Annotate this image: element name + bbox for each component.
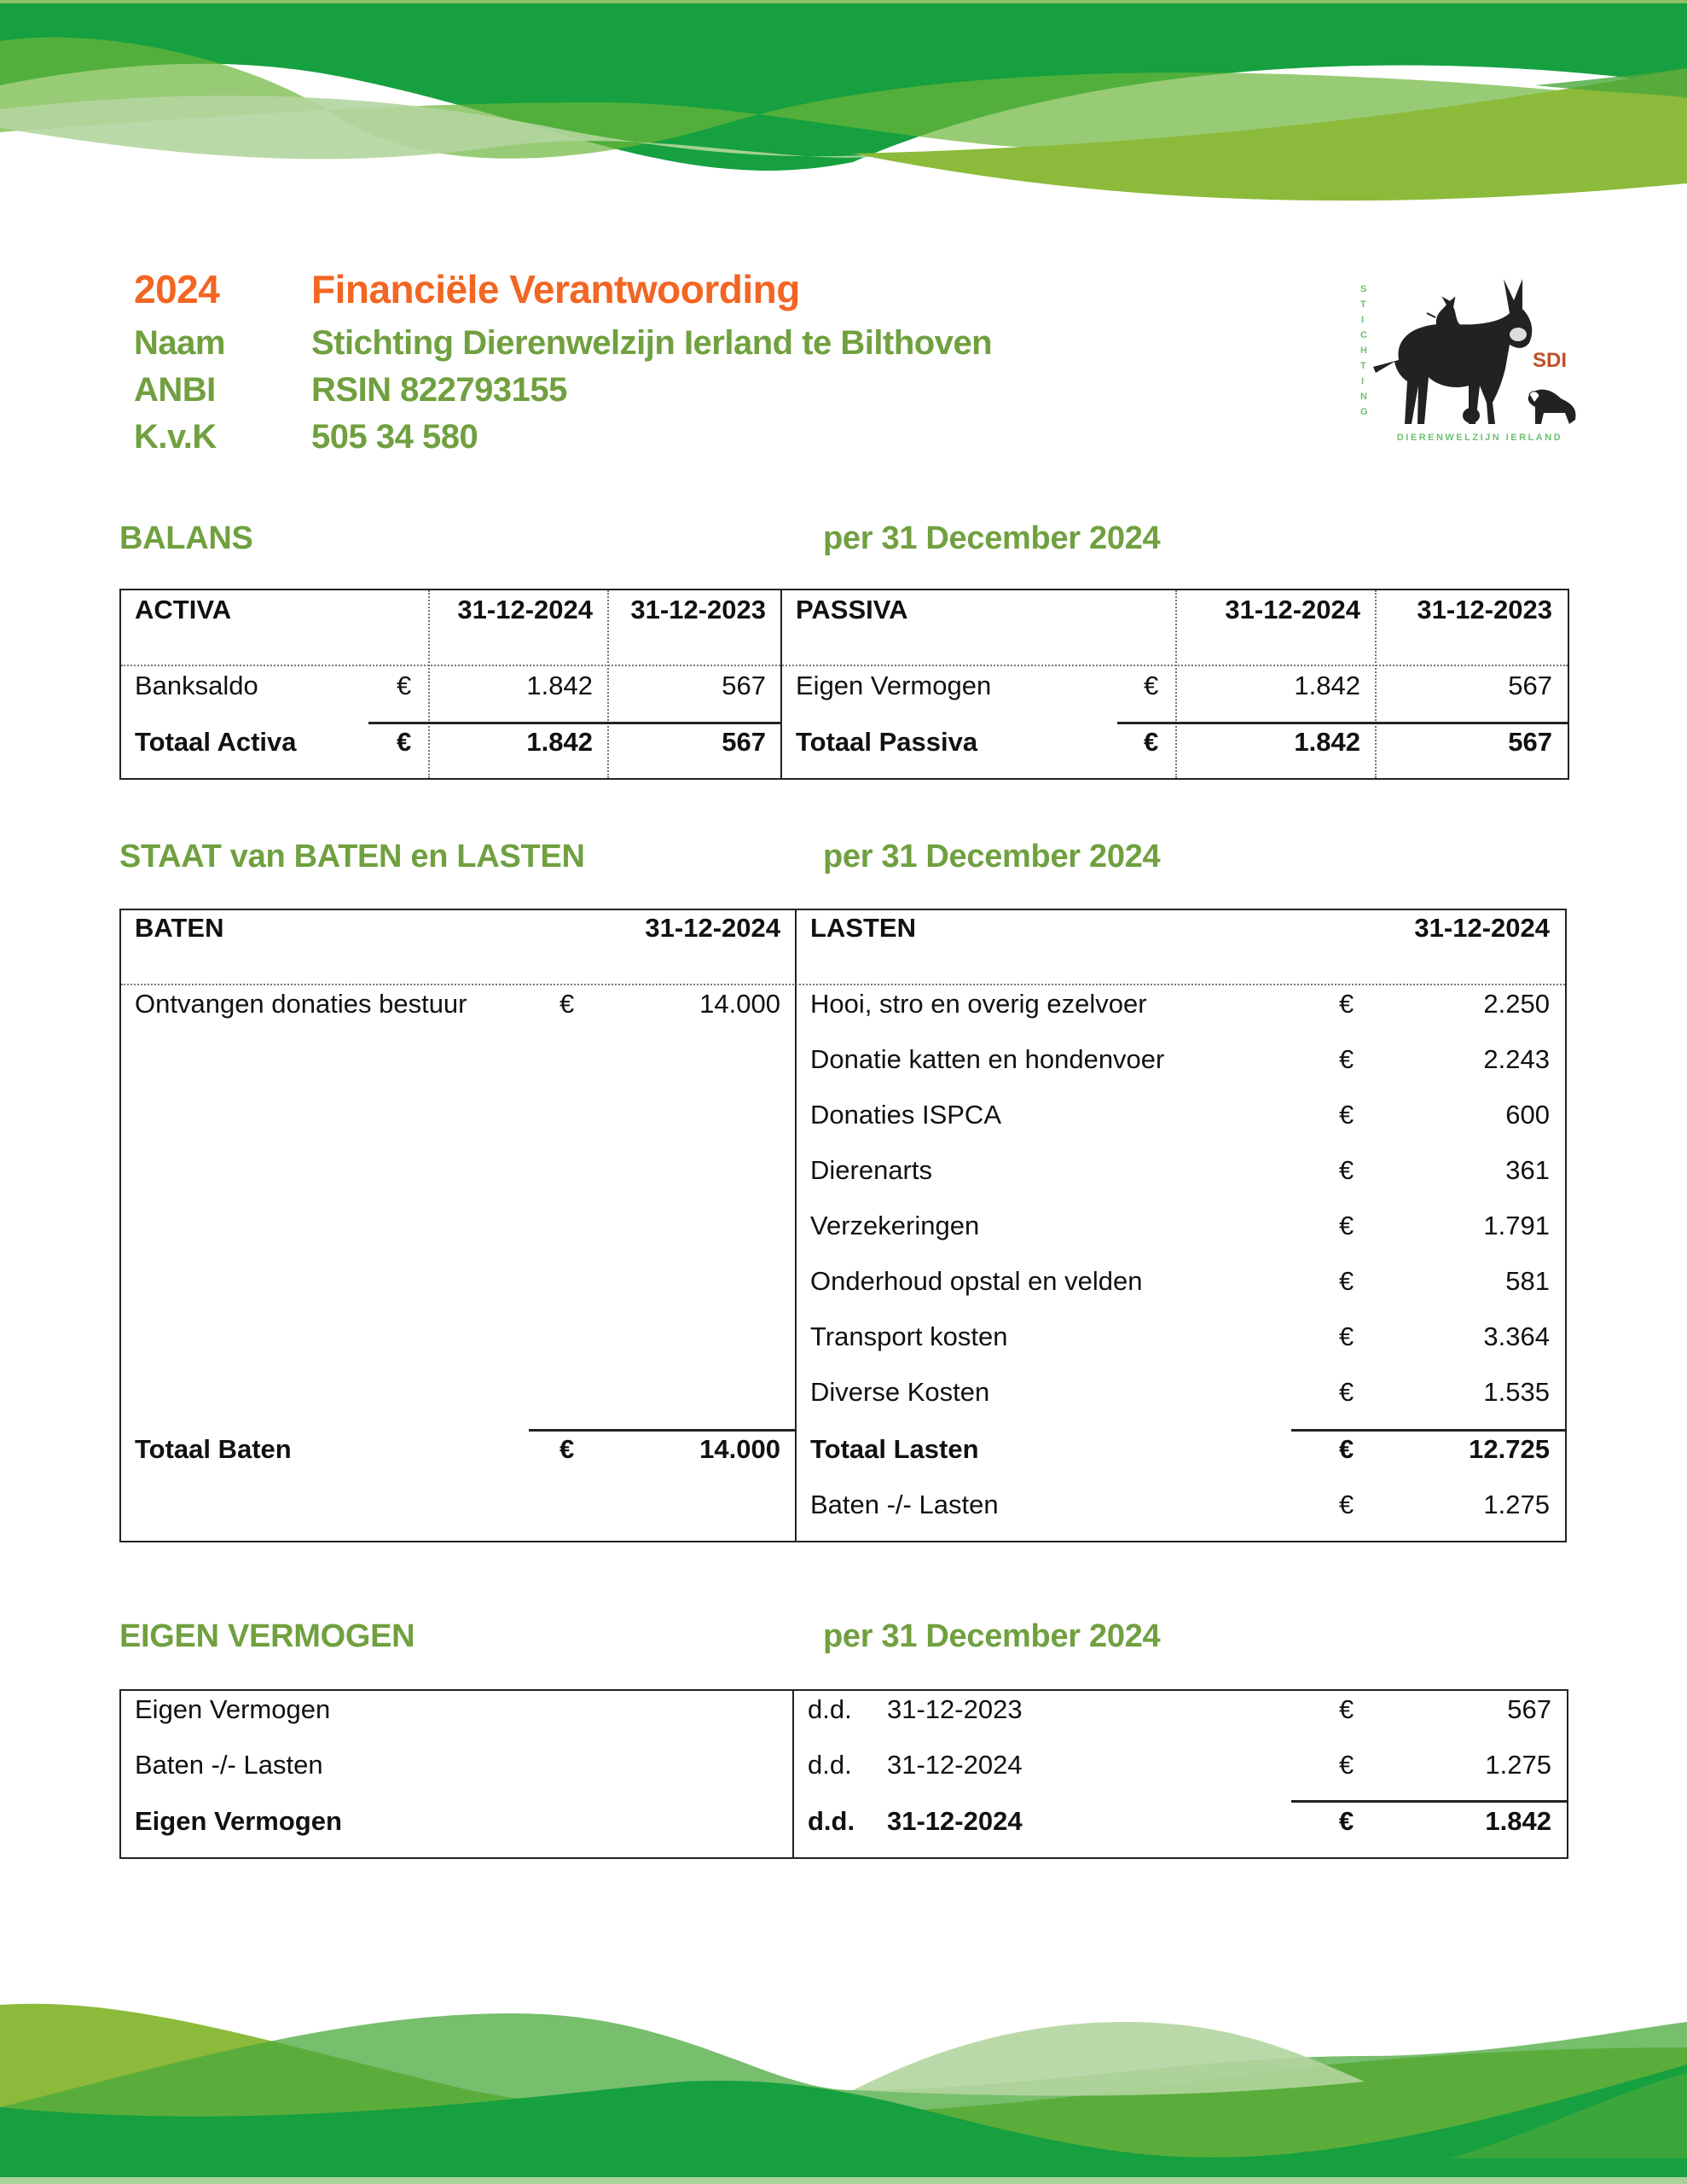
activa-row-label: Banksaldo <box>135 671 258 700</box>
passiva-header: PASSIVA <box>796 595 908 624</box>
staat-date: per 31 December 2024 <box>823 839 1161 874</box>
baten-total-value: 14.000 <box>699 1434 780 1464</box>
currency-symbol: € <box>1339 1694 1354 1724</box>
currency-symbol: € <box>1339 1211 1354 1240</box>
eigen-vermogen-date: per 31 December 2024 <box>823 1618 1161 1654</box>
balans-title: BALANS <box>119 520 253 556</box>
currency-symbol: € <box>1339 1321 1354 1351</box>
ev-total-label: Eigen Vermogen <box>135 1806 342 1836</box>
currency-symbol: € <box>397 727 412 757</box>
svg-text:I: I <box>1361 315 1365 325</box>
activa-col-2024: 31-12-2024 <box>457 595 593 624</box>
lasten-row-value: 600 <box>1505 1100 1550 1130</box>
lasten-row-value: 1.535 <box>1483 1377 1550 1407</box>
report-year: 2024 <box>134 267 220 311</box>
eigen-vermogen-divider <box>792 1689 794 1859</box>
currency-symbol: € <box>1339 1806 1354 1836</box>
passiva-total-v1: 1.842 <box>1294 727 1360 757</box>
ev-row-label: Eigen Vermogen <box>135 1694 331 1724</box>
lasten-col: 31-12-2024 <box>1414 913 1550 943</box>
lasten-row-value: 2.243 <box>1483 1044 1550 1074</box>
ev-row-dd: d.d. <box>808 1750 852 1780</box>
baten-col: 31-12-2024 <box>645 913 780 943</box>
lasten-row-label: Verzekeringen <box>810 1211 980 1240</box>
currency-symbol: € <box>1339 1377 1354 1407</box>
balans-date: per 31 December 2024 <box>823 520 1161 556</box>
info-label-anbi: ANBI <box>134 371 216 409</box>
lasten-row-label: Onderhoud opstal en velden <box>810 1266 1143 1296</box>
col-divider <box>1175 590 1177 778</box>
activa-row-v2: 567 <box>722 671 766 700</box>
svg-text:SDI: SDI <box>1532 349 1568 372</box>
info-label-kvk: K.v.K <box>134 418 217 456</box>
svg-text:S: S <box>1360 284 1367 294</box>
svg-text:C: C <box>1360 330 1367 340</box>
ev-row-value: 567 <box>1507 1694 1551 1724</box>
ev-total-dd: d.d. <box>808 1806 855 1836</box>
baten-header: BATEN <box>135 913 224 943</box>
col-divider <box>1375 590 1377 778</box>
passiva-row-label: Eigen Vermogen <box>796 671 992 700</box>
activa-col-2023: 31-12-2023 <box>630 595 766 624</box>
info-value-anbi: RSIN 822793155 <box>311 371 567 409</box>
currency-symbol: € <box>397 671 412 700</box>
result-label: Baten -/- Lasten <box>810 1490 999 1519</box>
lasten-total-label: Totaal Lasten <box>810 1434 979 1464</box>
total-line <box>1291 1429 1566 1432</box>
svg-text:I: I <box>1361 376 1365 386</box>
baten-total-label: Totaal Baten <box>135 1434 292 1464</box>
currency-symbol: € <box>1144 727 1159 757</box>
total-line <box>1291 1800 1568 1803</box>
baten-row-label: Ontvangen donaties bestuur <box>135 989 467 1019</box>
bottom-wave-decoration <box>0 1988 1687 2184</box>
currency-symbol: € <box>1339 1100 1354 1130</box>
lasten-row-value: 361 <box>1505 1155 1550 1185</box>
total-line <box>368 722 781 724</box>
ev-row-dd: d.d. <box>808 1694 852 1724</box>
ev-total-date: 31-12-2024 <box>887 1806 1023 1836</box>
lasten-row-label: Diverse Kosten <box>810 1377 990 1407</box>
currency-symbol: € <box>559 989 575 1019</box>
top-wave-decoration <box>0 0 1687 213</box>
info-value-kvk: 505 34 580 <box>311 418 478 456</box>
baten-row-value: 14.000 <box>699 989 780 1019</box>
donkey-logo-icon <box>1352 266 1591 445</box>
total-line <box>529 1429 796 1432</box>
svg-text:G: G <box>1360 407 1368 417</box>
balans-divider <box>780 589 782 780</box>
ev-row-date: 31-12-2024 <box>887 1750 1023 1780</box>
staat-title: STAAT van BATEN en LASTEN <box>119 839 585 874</box>
activa-row-v1: 1.842 <box>526 671 593 700</box>
lasten-row-value: 3.364 <box>1483 1321 1550 1351</box>
row-divider <box>121 665 1568 666</box>
lasten-row-label: Dierenarts <box>810 1155 932 1185</box>
organization-logo <box>1352 266 1591 445</box>
passiva-total-label: Totaal Passiva <box>796 727 978 757</box>
baten-lasten-divider <box>795 909 797 1542</box>
svg-text:N: N <box>1360 392 1367 402</box>
ev-row-date: 31-12-2023 <box>887 1694 1023 1724</box>
svg-text:H: H <box>1360 346 1367 356</box>
passiva-row-v2: 567 <box>1508 671 1552 700</box>
lasten-row-label: Transport kosten <box>810 1321 1008 1351</box>
currency-symbol: € <box>1339 1750 1354 1780</box>
eigen-vermogen-title: EIGEN VERMOGEN <box>119 1618 415 1654</box>
currency-symbol: € <box>1339 1490 1354 1519</box>
passiva-row-v1: 1.842 <box>1294 671 1360 700</box>
lasten-row-label: Donaties ISPCA <box>810 1100 1001 1130</box>
lasten-total-value: 12.725 <box>1469 1434 1550 1464</box>
svg-text:DIERENWELZIJN IERLAND: DIERENWELZIJN IERLAND <box>1396 433 1563 443</box>
ev-row-label: Baten -/- Lasten <box>135 1750 323 1780</box>
ev-total-value: 1.842 <box>1485 1806 1551 1836</box>
lasten-row-value: 581 <box>1505 1266 1550 1296</box>
currency-symbol: € <box>1339 989 1354 1019</box>
report-title: Financiële Verantwoording <box>311 267 800 311</box>
passiva-col-2023: 31-12-2023 <box>1417 595 1552 624</box>
col-divider <box>607 590 609 778</box>
total-line <box>1117 722 1568 724</box>
activa-total-v1: 1.842 <box>526 727 593 757</box>
ev-row-value: 1.275 <box>1485 1750 1551 1780</box>
currency-symbol: € <box>1339 1044 1354 1074</box>
lasten-row-value: 2.250 <box>1483 989 1550 1019</box>
svg-text:T: T <box>1360 299 1366 310</box>
info-value-naam: Stichting Dierenwelzijn Ierland te Bilthoven <box>311 324 993 362</box>
currency-symbol: € <box>1339 1266 1354 1296</box>
currency-symbol: € <box>1339 1434 1354 1464</box>
result-value: 1.275 <box>1483 1490 1550 1519</box>
lasten-row-label: Donatie katten en hondenvoer <box>810 1044 1165 1074</box>
col-divider <box>428 590 430 778</box>
activa-header: ACTIVA <box>135 595 232 624</box>
passiva-col-2024: 31-12-2024 <box>1225 595 1360 624</box>
row-divider <box>121 984 1565 985</box>
currency-symbol: € <box>1339 1155 1354 1185</box>
currency-symbol: € <box>559 1434 575 1464</box>
activa-total-v2: 567 <box>722 727 766 757</box>
info-label-naam: Naam <box>134 324 225 362</box>
passiva-total-v2: 567 <box>1508 727 1552 757</box>
activa-total-label: Totaal Activa <box>135 727 297 757</box>
currency-symbol: € <box>1144 671 1159 700</box>
lasten-header: LASTEN <box>810 913 916 943</box>
svg-text:T: T <box>1360 361 1366 371</box>
lasten-row-value: 1.791 <box>1483 1211 1550 1240</box>
lasten-row-label: Hooi, stro en overig ezelvoer <box>810 989 1147 1019</box>
